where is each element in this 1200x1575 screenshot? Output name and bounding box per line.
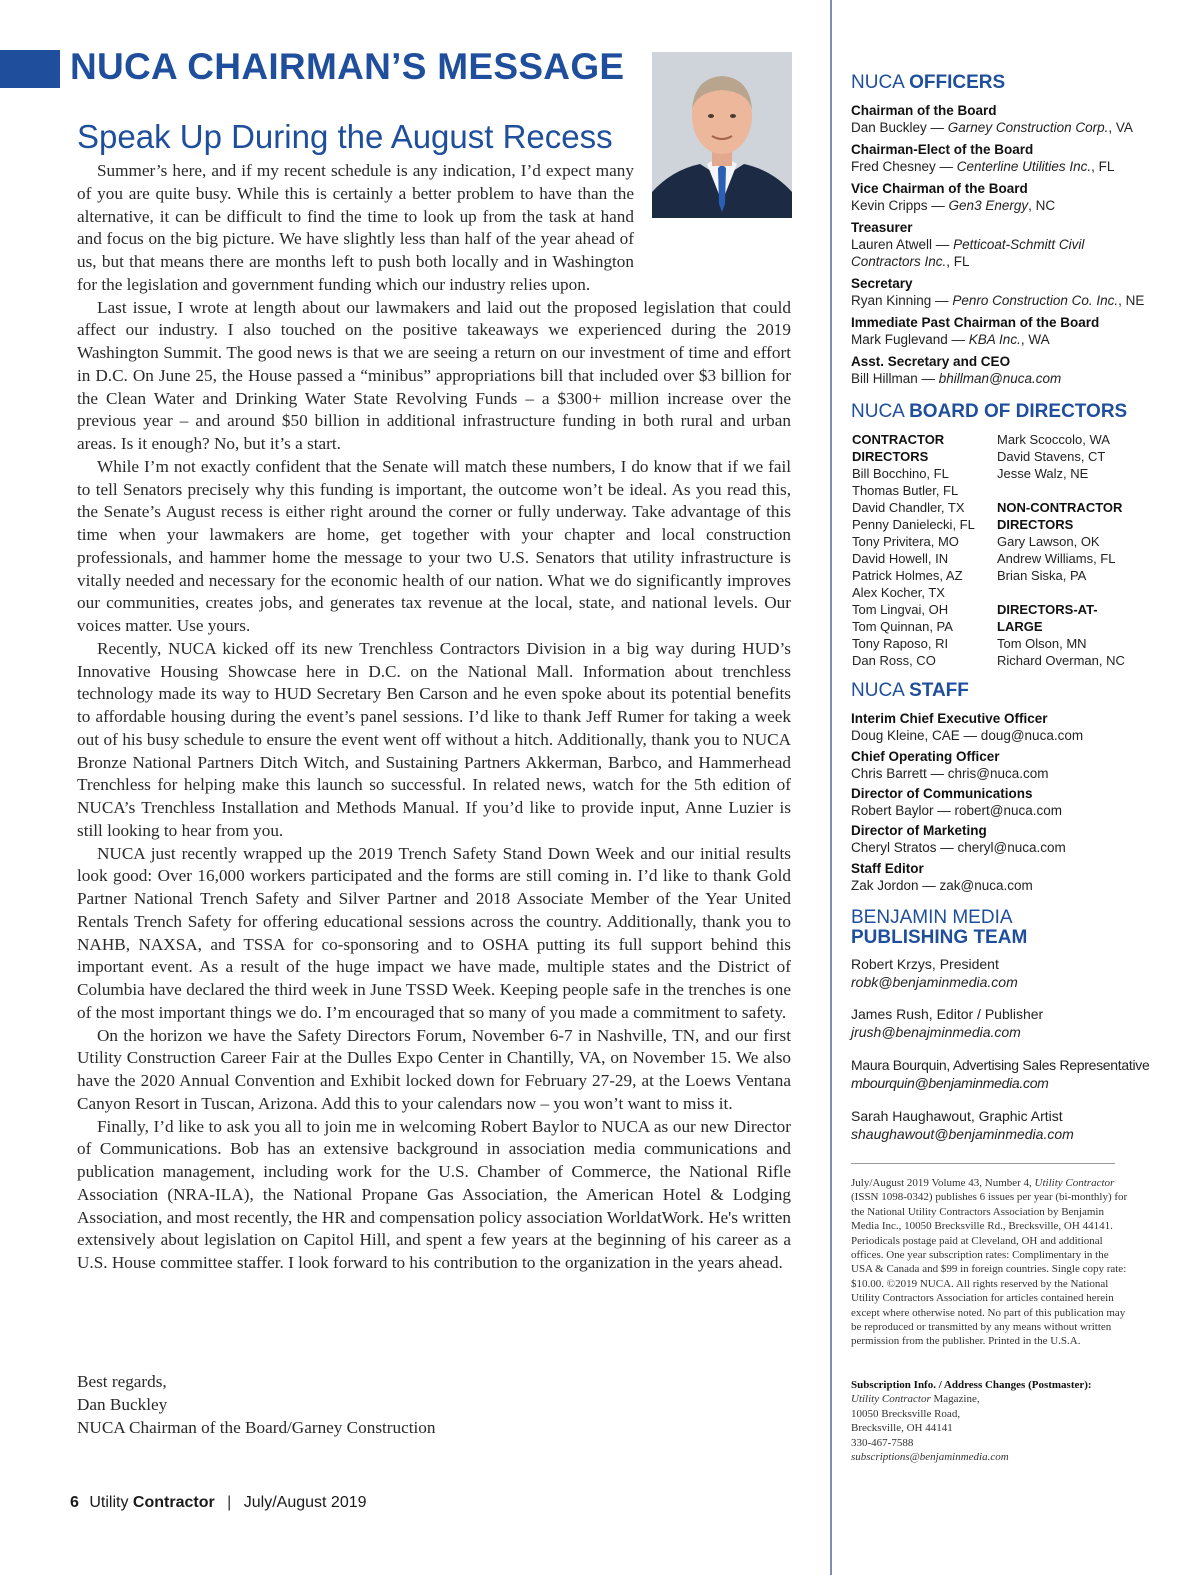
- staff-role: Chief Operating Officer: [851, 749, 1000, 764]
- officer-entry: [851, 314, 1151, 348]
- officer-role: Vice Chairman of the Board: [851, 181, 1028, 196]
- officer-name: Dan Buckley —: [851, 120, 948, 135]
- publisher-name: James Rush, Editor / Publisher: [851, 1006, 1044, 1022]
- officer-role: Secretary: [851, 276, 913, 291]
- director-name: Tom Quinnan, PA: [852, 619, 953, 634]
- benjamin-heading: [851, 908, 1027, 948]
- subscription-email[interactable]: subscriptions@benjaminmedia.com: [851, 1451, 1009, 1464]
- officer-entry: [851, 353, 1151, 387]
- board-heading-main: BOARD OF DIRECTORS: [909, 401, 1128, 422]
- subscription-info: [851, 1378, 1131, 1464]
- footer-separator: |: [227, 1494, 232, 1511]
- benjamin-heading-line2: PUBLISHING TEAM: [851, 927, 1028, 948]
- publisher-email[interactable]: shaughawout@benjaminmedia.com: [851, 1125, 1074, 1142]
- officer-name: Lauren Atwell —: [851, 237, 954, 252]
- article-body: [77, 160, 791, 1275]
- page-number: 6: [70, 1494, 79, 1511]
- officer-company: Penro Construction Co. Inc.: [952, 293, 1119, 308]
- director-name: Dan Ross, CO: [852, 653, 936, 668]
- benjamin-heading-line1: BENJAMIN MEDIA: [851, 907, 1013, 928]
- officer-entry: [851, 219, 1101, 270]
- director-name: Brian Siska, PA: [997, 568, 1087, 583]
- officer-role: Chairman-Elect of the Board: [851, 142, 1034, 157]
- magazine-name-a: Utility: [89, 1494, 129, 1511]
- director-name: Tom Lingvai, OH: [852, 602, 949, 617]
- publisher-name: Sarah Haughawout, Graphic Artist: [851, 1108, 1063, 1124]
- officer-company: Centerline Utilities Inc.: [956, 159, 1092, 174]
- publisher-email[interactable]: jrush@benajminmedia.com: [851, 1023, 1021, 1040]
- fine-print-magazine: Utility Contractor: [1034, 1177, 1115, 1189]
- subscription-address-line: Brecksville, OH 44141: [851, 1422, 953, 1435]
- publisher-name: Maura Bourquin, Advertising Sales Representative: [851, 1057, 1150, 1073]
- section-accent-bar: [0, 50, 60, 88]
- noncontractor-directors-heading: NON-CONTRACTOR DIRECTORS: [997, 500, 1123, 532]
- column-divider: [830, 0, 832, 1575]
- staff-role: Director of Marketing: [851, 823, 987, 838]
- director-name: Alex Kocher, TX: [852, 585, 945, 600]
- officer-entry: [851, 102, 1151, 136]
- director-name: Jesse Walz, NE: [997, 466, 1089, 481]
- director-name: David Stavens, CT: [997, 449, 1106, 464]
- officer-state: , FL: [946, 254, 970, 269]
- paragraph: Recently, NUCA kicked off its new Trenchless Contractors Division in a big way during HUD’s Innovative Housing Showcase here in D.C. on the National Mall. Information about trenchless technology made its way to HUD Secretary Ben Carson and he even spoke about its potential benefits to affordable housing during the event’s panel sessions. I’d like to thank Jeff Rumer for taking a week out of his busy schedule to ensure the event went off without a hitch. Additionally, thank you to NUCA Bronze National Partners Ditch Witch, and Sustaining Partners Akkerman, Barbco, and Hammerhead Trenchless for helping make this launch so successful. In related news, watch for the 5th edition of NUCA’s Trenchless Installation and Methods Manual. If you’d like to provide input, Anne Luzier is still looking to hear from you.: [77, 638, 791, 840]
- officer-state: , VA: [1108, 120, 1133, 135]
- officers-heading-main: OFFICERS: [909, 72, 1006, 93]
- staff-contact: Chris Barrett — chris@nuca.com: [851, 766, 1049, 781]
- director-name: David Howell, IN: [852, 551, 949, 566]
- officer-name: Mark Fuglevand —: [851, 332, 969, 347]
- issue-date: July/August 2019: [243, 1494, 367, 1511]
- staff-entry: [851, 860, 1151, 894]
- at-large-directors-heading: DIRECTORS-AT-LARGE: [997, 602, 1098, 634]
- staff-contact: Robert Baylor — robert@nuca.com: [851, 803, 1063, 818]
- paragraph: While I’m not exactly confident that the Senate will match these numbers, I do know that if we fail to tell Senators precisely why this funding is important, the outcome won’t be ideal. As you read this, the Senate’s August recess is either right around the corner or fully underway. Take advantage of this time when your lawmakers are home, get together with your chapter and local construction professionals, and hammer home the message to your two U.S. Senators that utility infrastructure is vitally needed and necessary for the economic health of our nation. What we do significantly improves our communities, creates jobs, and generates tax revenue at the local, state, and national levels. Our voices matter. Use yours.: [77, 456, 791, 635]
- board-heading-prefix: NUCA: [851, 401, 904, 422]
- staff-heading: [851, 680, 969, 702]
- publisher-email[interactable]: mbourquin@benjaminmedia.com: [851, 1074, 1049, 1091]
- publisher-entry: [851, 1057, 1161, 1092]
- staff-entry: [851, 710, 1151, 744]
- staff-entry: [851, 748, 1151, 782]
- magazine-name-b: Contractor: [132, 1494, 215, 1511]
- officers-heading: [851, 72, 1005, 94]
- officer-company: Garney Construction Corp.: [947, 120, 1109, 135]
- staff-contact: Zak Jordon — zak@nuca.com: [851, 878, 1033, 893]
- officer-company: KBA Inc.: [968, 332, 1021, 347]
- officer-company: Petticoat-Schmitt Civil Contractors Inc.: [851, 237, 1085, 269]
- fine-print-lead: July/August 2019 Volume 43, Number 4,: [851, 1177, 1035, 1189]
- officers-heading-prefix: NUCA: [851, 72, 904, 93]
- sidebar-rule: [851, 1163, 1115, 1164]
- signoff-name: Dan Buckley: [77, 1394, 168, 1414]
- paragraph: Last issue, I wrote at length about our lawmakers and laid out the proposed legislation that could affect our industry. I also touched on the positive takeaways we experienced during the 2019 Washington Summit. The good news is that we are seeing a return on our investment of time and effort in D.C. On June 25, the House passed a “minibus” appropriations bill that included over $3 billion for the Clean Water and Drinking Water State Revolving Funds – a $300+ million increase over the previous year – and around $50 billion in additional infrastructure funding in both rural and urban areas. Is it enough? No, but it’s a start.: [77, 297, 791, 453]
- officer-role: Immediate Past Chairman of the Board: [851, 315, 1100, 330]
- subscription-magazine-suffix: Magazine,: [930, 1393, 980, 1406]
- officer-entry: [851, 180, 1151, 214]
- director-name: Tony Privitera, MO: [852, 534, 959, 549]
- paragraph: On the horizon we have the Safety Directors Forum, November 6-7 in Nashville, TN, and our first Utility Construction Career Fair at the Dulles Expo Center in Chantilly, VA, on November 15. We also have the 2020 Annual Convention and Exhibit locked down for February 27-29, at the Loews Ventana Canyon Resort in Tuscan, Arizona. Add this to your calendars now – you won’t want to miss it.: [77, 1025, 791, 1113]
- paragraph: Summer’s here, and if my recent schedule is any indication, I’d expect many of you are quite busy. While this is certainly a better problem to have than the alternative, it can be difficult to find the time to look up from the task at hand and focus on the big picture. We have slightly less than half of the year ahead of us, but that means there are months left to push both locally and in Washington for the legislation and government funding which our industry relies upon.: [77, 161, 634, 294]
- contractor-directors-heading: CONTRACTOR DIRECTORS: [852, 432, 945, 464]
- officer-state: , WA: [1020, 332, 1050, 347]
- officer-role: Treasurer: [851, 220, 913, 235]
- director-name: David Chandler, TX: [852, 500, 965, 515]
- staff-contact: Doug Kleine, CAE — doug@nuca.com: [851, 728, 1084, 743]
- staff-entry: [851, 785, 1151, 819]
- director-name: Thomas Butler, FL: [852, 483, 959, 498]
- publisher-email[interactable]: robk@benjaminmedia.com: [851, 973, 1018, 990]
- publication-fine-print: [851, 1176, 1131, 1349]
- director-name: Patrick Holmes, AZ: [852, 568, 963, 583]
- officer-state: , NC: [1028, 198, 1056, 213]
- page-footer: [70, 1494, 367, 1512]
- officer-entry: [851, 141, 1151, 175]
- officer-company: Gen3 Energy: [948, 198, 1029, 213]
- signoff-line: Best regards,: [77, 1372, 167, 1391]
- board-heading: [851, 401, 1127, 423]
- staff-contact: Cheryl Stratos — cheryl@nuca.com: [851, 840, 1066, 855]
- officer-email[interactable]: bhillman@nuca.com: [938, 371, 1062, 386]
- officer-state: , FL: [1091, 159, 1115, 174]
- publisher-entry: [851, 1006, 1151, 1041]
- subscription-address-line: 10050 Brecksville Road,: [851, 1407, 961, 1420]
- director-name: Tony Raposo, RI: [852, 636, 949, 651]
- signoff-title: NUCA Chairman of the Board/Garney Construction: [77, 1417, 436, 1437]
- officer-name: Fred Chesney —: [851, 159, 957, 174]
- board-column-right: [997, 431, 1147, 669]
- publisher-entry: [851, 956, 1151, 991]
- fine-print-body: (ISSN 1098-0342) publishes 6 issues per year (bi-monthly) for the National Utility Contractors Association by Benjamin Media Inc., 10050 Brecksville Rd., Brecksville, OH 44141. Periodicals postage paid at Cleveland, OH and additional offices. One year subscription rates: Complimentary in the USA & Canada and $99 in foreign countries. Single copy rate: $10.00. ©2019 NUCA. All rights reserved by the National Utility Contractors Association for articles contained herein except where otherwise noted. No part of this publication may be reproduced or transmitted by any means without written permission from the publisher. Printed in the U.S.A.: [851, 1191, 1128, 1348]
- director-name: Gary Lawson, OK: [997, 534, 1100, 549]
- director-name: Mark Scoccolo, WA: [997, 432, 1110, 447]
- staff-role: Interim Chief Executive Officer: [851, 711, 1048, 726]
- officer-name: Ryan Kinning —: [851, 293, 953, 308]
- director-name: Bill Bocchino, FL: [852, 466, 949, 481]
- subscription-magazine: Utility Contractor: [851, 1393, 931, 1406]
- officer-name: Bill Hillman —: [851, 371, 939, 386]
- staff-role: Director of Communications: [851, 786, 1033, 801]
- article-headline: Speak Up During the August Recess: [77, 118, 613, 155]
- publisher-name: Robert Krzys, President: [851, 956, 999, 972]
- director-name: Penny Danielecki, FL: [852, 517, 975, 532]
- subscription-phone: 330-467-7588: [851, 1436, 914, 1449]
- page-title: NUCA CHAIRMAN’S MESSAGE: [70, 46, 625, 87]
- signature-block: [77, 1371, 436, 1439]
- paragraph: Finally, I’d like to ask you all to join me in welcoming Robert Baylor to NUCA as our new Director of Communications. Bob has an extensive background in association media communications and publication management, including work for the U.S. Chamber of Commerce, the National Rifle Association (NRA-ILA), the National Propane Gas Association, the American Hotel & Lodging Association, and most recently, the HR and compensation policy association WorldatWork. He's written extensively about legislation on Capitol Hill, and spent a few years at the beginning of his career as a U.S. House committee staffer. I look forward to his contribution to the organization in the years ahead.: [77, 1116, 791, 1272]
- director-name: Andrew Williams, FL: [997, 551, 1116, 566]
- officer-role: Chairman of the Board: [851, 103, 997, 118]
- staff-role: Staff Editor: [851, 861, 924, 876]
- director-name: Tom Olson, MN: [997, 636, 1087, 651]
- officer-state: , NE: [1118, 293, 1145, 308]
- staff-entry: [851, 822, 1151, 856]
- officer-role: Asst. Secretary and CEO: [851, 354, 1011, 369]
- subscription-heading: Subscription Info. / Address Changes (Postmaster):: [851, 1379, 1092, 1391]
- staff-heading-prefix: NUCA: [851, 680, 904, 701]
- director-name: Richard Overman, NC: [997, 653, 1125, 668]
- publisher-entry: [851, 1108, 1151, 1143]
- staff-heading-main: STAFF: [909, 680, 969, 701]
- officer-entry: [851, 275, 1151, 309]
- officer-name: Kevin Cripps —: [851, 198, 949, 213]
- board-column-left: [852, 431, 992, 669]
- paragraph: NUCA just recently wrapped up the 2019 Trench Safety Stand Down Week and our initial results look good: Over 16,000 workers participated and the forms are still coming in. I’d like to thank Gold Partner National Trench Safety and Silver Partner and 2018 Associate Member of the Year United Rentals Trench Safety for offering educational sessions across the country. Additionally, thank you to NAHB, NAXSA, and TSSA for co-sponsoring and to OSHA putting its full support behind this important event. As a result of the huge impact we have made, multiple states and the District of Columbia have declared the third week in June TSSD Week. Keeping people safe in the trenches is one of the most important things we do. I’m encouraged that so many of you made a commitment to safety.: [77, 843, 791, 1022]
